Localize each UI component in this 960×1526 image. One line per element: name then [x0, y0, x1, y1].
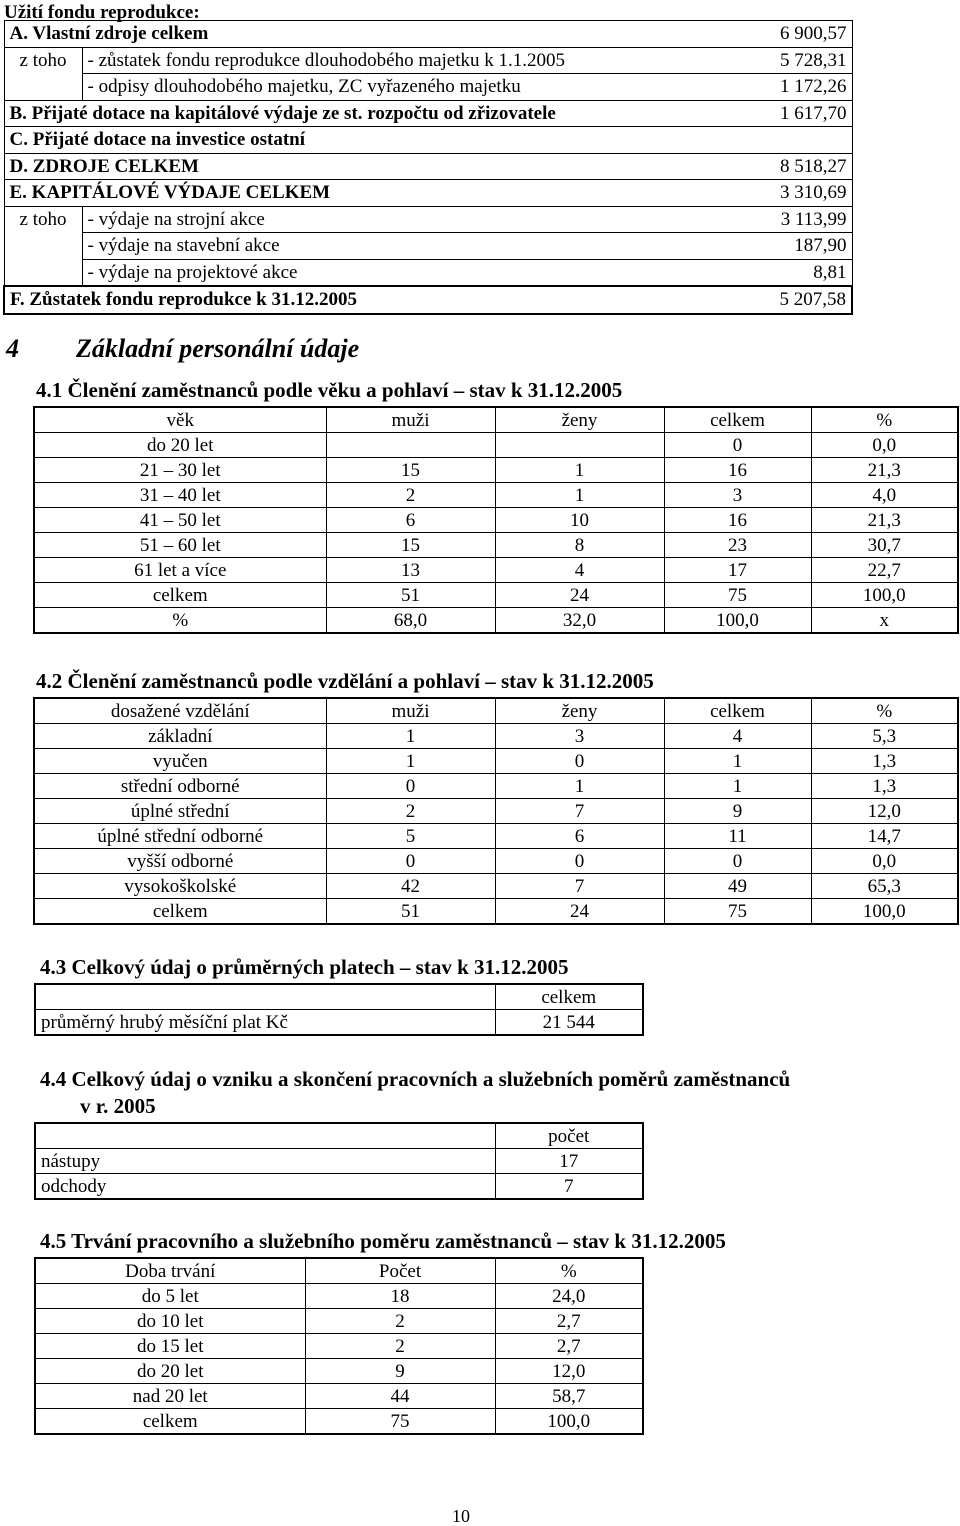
age-cell: 21,3: [811, 508, 958, 533]
edu-cell: 100,0: [811, 899, 958, 925]
edu-cell: 1,3: [811, 774, 958, 799]
fund-row-value: 5 728,31: [672, 47, 852, 74]
age-header-cell: věk: [34, 407, 326, 433]
duration-cell: do 10 let: [35, 1309, 305, 1334]
edu-row: [34, 774, 958, 799]
age-cell: 8: [495, 533, 664, 558]
salary-value: 21 544: [495, 1010, 643, 1036]
fund-row-label: E. KAPITÁLOVÉ VÝDAJE CELKEM: [4, 180, 672, 207]
age-cell: 24: [495, 583, 664, 608]
edu-cell: 0: [326, 774, 495, 799]
fund-heading: Užití fondu reprodukce:: [4, 2, 200, 23]
age-cell: 16: [664, 508, 811, 533]
edu-row: [34, 749, 958, 774]
edu-cell: 42: [326, 874, 495, 899]
contracts-header: počet: [495, 1123, 643, 1149]
age-cell: 0: [664, 433, 811, 458]
duration-cell: 58,7: [495, 1384, 643, 1409]
age-cell: 22,7: [811, 558, 958, 583]
edu-row: [34, 849, 958, 874]
age-header-cell: ženy: [495, 407, 664, 433]
duration-cell: 12,0: [495, 1359, 643, 1384]
salary-label: průměrný hrubý měsíční plat Kč: [35, 1010, 495, 1036]
fund-row-a2: [4, 74, 852, 101]
edu-cell: 11: [664, 824, 811, 849]
duration-row: [35, 1309, 643, 1334]
duration-cell: do 15 let: [35, 1334, 305, 1359]
duration-cell: 100,0: [495, 1409, 643, 1435]
age-row: [34, 608, 958, 634]
fund-row-a1: [4, 47, 852, 74]
contracts-value: 17: [495, 1149, 643, 1174]
duration-cell: nad 20 let: [35, 1384, 305, 1409]
duration-cell: 2: [305, 1334, 495, 1359]
edu-cell: vyučen: [34, 749, 326, 774]
age-cell: 16: [664, 458, 811, 483]
edu-table-title: 4.2 Členění zaměstnanců podle vzdělání a pohlaví – stav k 31.12.2005: [36, 669, 654, 693]
fund-row-sublabel: - odpisy dlouhodobého majetku, ZC vyřazeného majetku: [82, 74, 672, 101]
edu-cell: 9: [664, 799, 811, 824]
age-cell: 51 – 60 let: [34, 533, 326, 558]
edu-header-cell: celkem: [664, 698, 811, 724]
age-cell: 21,3: [811, 458, 958, 483]
fund-row-sublabel: - zůstatek fondu reprodukce dlouhodobého majetku k 1.1.2005: [82, 47, 672, 74]
duration-table-title: 4.5 Trvání pracovního a služebního poměru zaměstnanců – stav k 31.12.2005: [40, 1229, 726, 1253]
edu-table: [33, 697, 959, 925]
fund-row-value: 1 172,26: [672, 74, 852, 101]
duration-cell: 2,7: [495, 1334, 643, 1359]
age-table-title: 4.1 Členění zaměstnanců podle věku a pohlaví – stav k 31.12.2005: [36, 378, 623, 402]
fund-row-value: 8 518,27: [672, 153, 852, 180]
fund-row-e1: [4, 206, 852, 233]
age-table: [33, 406, 959, 634]
edu-cell: 0: [495, 749, 664, 774]
fund-row-label: C. Přijaté dotace na investice ostatní: [4, 127, 672, 154]
edu-row: [34, 899, 958, 925]
fund-row-c: [4, 127, 852, 154]
fund-row-e: [4, 180, 852, 207]
age-cell: 41 – 50 let: [34, 508, 326, 533]
fund-row-a: [4, 21, 852, 48]
age-cell: 15: [326, 458, 495, 483]
edu-header-cell: %: [811, 698, 958, 724]
fund-table: [3, 20, 853, 315]
duration-table: [34, 1257, 644, 1435]
page-number: 10: [452, 1506, 470, 1526]
duration-row: [35, 1284, 643, 1309]
edu-cell: 0: [326, 849, 495, 874]
age-cell: 13: [326, 558, 495, 583]
edu-cell: 6: [495, 824, 664, 849]
duration-cell: 18: [305, 1284, 495, 1309]
edu-row: [34, 874, 958, 899]
age-cell: 100,0: [664, 608, 811, 634]
salary-header: celkem: [495, 984, 643, 1010]
edu-header-cell: dosažené vzdělání: [34, 698, 326, 724]
salary-table: [34, 983, 644, 1036]
age-cell: [326, 433, 495, 458]
edu-cell: 1: [664, 749, 811, 774]
duration-row: [35, 1334, 643, 1359]
age-header-cell: %: [811, 407, 958, 433]
fund-row-value: 1 617,70: [672, 100, 852, 127]
age-header-cell: celkem: [664, 407, 811, 433]
age-cell: 75: [664, 583, 811, 608]
edu-cell: úplné střední: [34, 799, 326, 824]
edu-cell: 1: [326, 724, 495, 749]
age-cell: 23: [664, 533, 811, 558]
fund-row-sublabel: - výdaje na stavební akce: [82, 233, 672, 260]
age-row: [34, 583, 958, 608]
age-cell: 51: [326, 583, 495, 608]
duration-cell: do 5 let: [35, 1284, 305, 1309]
duration-cell: 2: [305, 1309, 495, 1334]
age-row: [34, 533, 958, 558]
edu-cell: 75: [664, 899, 811, 925]
contracts-table-title: 4.4 Celkový údaj o vzniku a skončení pracovních a služebních poměrů zaměstnanců: [40, 1067, 791, 1091]
age-cell: 1: [495, 458, 664, 483]
section-title: Základní personální údaje: [76, 334, 360, 363]
fund-row-label: D. ZDROJE CELKEM: [4, 153, 672, 180]
fund-row-b: [4, 100, 852, 127]
edu-cell: vysokoškolské: [34, 874, 326, 899]
edu-header-cell: ženy: [495, 698, 664, 724]
age-cell: x: [811, 608, 958, 634]
edu-cell: 12,0: [811, 799, 958, 824]
fund-row-value: 3 310,69: [672, 180, 852, 207]
age-cell: 4: [495, 558, 664, 583]
fund-row-sublabel: - výdaje na projektové akce: [82, 259, 672, 286]
duration-row: [35, 1384, 643, 1409]
contracts-label: odchody: [35, 1174, 495, 1200]
fund-row-value: [672, 127, 852, 154]
section-number: 4: [6, 334, 19, 363]
edu-cell: 5: [326, 824, 495, 849]
age-cell: 15: [326, 533, 495, 558]
edu-header-cell: muži: [326, 698, 495, 724]
edu-cell: 2: [326, 799, 495, 824]
age-cell: 1: [495, 483, 664, 508]
age-cell: 68,0: [326, 608, 495, 634]
age-cell: 10: [495, 508, 664, 533]
fund-row-f: [4, 286, 852, 314]
edu-cell: 0,0: [811, 849, 958, 874]
contracts-table: [34, 1122, 644, 1200]
age-cell: celkem: [34, 583, 326, 608]
age-cell: 3: [664, 483, 811, 508]
age-cell: 2: [326, 483, 495, 508]
edu-cell: 51: [326, 899, 495, 925]
edu-cell: 0: [495, 849, 664, 874]
duration-cell: 24,0: [495, 1284, 643, 1309]
duration-row: [35, 1409, 643, 1435]
age-row: [34, 458, 958, 483]
edu-cell: vyšší odborné: [34, 849, 326, 874]
duration-cell: 2,7: [495, 1309, 643, 1334]
edu-header-row: [34, 698, 958, 724]
edu-cell: 3: [495, 724, 664, 749]
edu-row: [34, 799, 958, 824]
fund-row-e2: [4, 233, 852, 260]
age-row: [34, 483, 958, 508]
duration-cell: 75: [305, 1409, 495, 1435]
age-cell: %: [34, 608, 326, 634]
age-cell: 6: [326, 508, 495, 533]
edu-cell: 1: [664, 774, 811, 799]
age-cell: 32,0: [495, 608, 664, 634]
edu-cell: úplné střední odborné: [34, 824, 326, 849]
duration-header-cell: %: [495, 1258, 643, 1284]
edu-cell: 65,3: [811, 874, 958, 899]
duration-header-row: [35, 1258, 643, 1284]
fund-row-e3: [4, 259, 852, 286]
edu-row: [34, 824, 958, 849]
edu-cell: 4: [664, 724, 811, 749]
age-header-row: [34, 407, 958, 433]
fund-row-value: 3 113,99: [672, 206, 852, 233]
edu-cell: 1: [495, 774, 664, 799]
age-cell: [495, 433, 664, 458]
age-header-cell: muži: [326, 407, 495, 433]
duration-header-cell: Doba trvání: [35, 1258, 305, 1284]
edu-cell: 0: [664, 849, 811, 874]
fund-row-value: 5 207,58: [672, 286, 852, 314]
age-row: [34, 558, 958, 583]
age-cell: 0,0: [811, 433, 958, 458]
age-cell: 31 – 40 let: [34, 483, 326, 508]
duration-cell: 9: [305, 1359, 495, 1384]
salary-table-title: 4.3 Celkový údaj o průměrných platech – stav k 31.12.2005: [40, 955, 569, 979]
edu-cell: 5,3: [811, 724, 958, 749]
fund-row-label: A. Vlastní zdroje celkem: [4, 21, 672, 48]
edu-cell: 7: [495, 874, 664, 899]
fund-row-prefix: [4, 74, 82, 101]
fund-row-d: [4, 153, 852, 180]
fund-row-prefix: z toho: [4, 206, 82, 233]
duration-cell: celkem: [35, 1409, 305, 1435]
age-cell: 17: [664, 558, 811, 583]
fund-row-label: F. Zůstatek fondu reprodukce k 31.12.2005: [4, 286, 672, 314]
edu-cell: 24: [495, 899, 664, 925]
edu-cell: 14,7: [811, 824, 958, 849]
fund-row-prefix: [4, 259, 82, 286]
edu-cell: základní: [34, 724, 326, 749]
age-row: [34, 508, 958, 533]
duration-header-cell: Počet: [305, 1258, 495, 1284]
edu-row: [34, 724, 958, 749]
edu-cell: střední odborné: [34, 774, 326, 799]
age-cell: 21 – 30 let: [34, 458, 326, 483]
contracts-value: 7: [495, 1174, 643, 1200]
contracts-label: nástupy: [35, 1149, 495, 1174]
fund-row-value: 187,90: [672, 233, 852, 260]
age-cell: 30,7: [811, 533, 958, 558]
contracts-table-title-2: v r. 2005: [80, 1094, 156, 1118]
fund-row-prefix: z toho: [4, 47, 82, 74]
age-cell: 100,0: [811, 583, 958, 608]
fund-row-value: 8,81: [672, 259, 852, 286]
edu-cell: 1,3: [811, 749, 958, 774]
fund-row-sublabel: - výdaje na strojní akce: [82, 206, 672, 233]
age-cell: 61 let a více: [34, 558, 326, 583]
fund-row-label: B. Přijaté dotace na kapitálové výdaje ze st. rozpočtu od zřizovatele: [4, 100, 672, 127]
edu-cell: 49: [664, 874, 811, 899]
age-cell: do 20 let: [34, 433, 326, 458]
fund-row-value: 6 900,57: [672, 21, 852, 48]
fund-row-prefix: [4, 233, 82, 260]
duration-cell: 44: [305, 1384, 495, 1409]
duration-row: [35, 1359, 643, 1384]
edu-cell: celkem: [34, 899, 326, 925]
edu-cell: 7: [495, 799, 664, 824]
edu-cell: 1: [326, 749, 495, 774]
age-cell: 4,0: [811, 483, 958, 508]
duration-cell: do 20 let: [35, 1359, 305, 1384]
age-row: [34, 433, 958, 458]
